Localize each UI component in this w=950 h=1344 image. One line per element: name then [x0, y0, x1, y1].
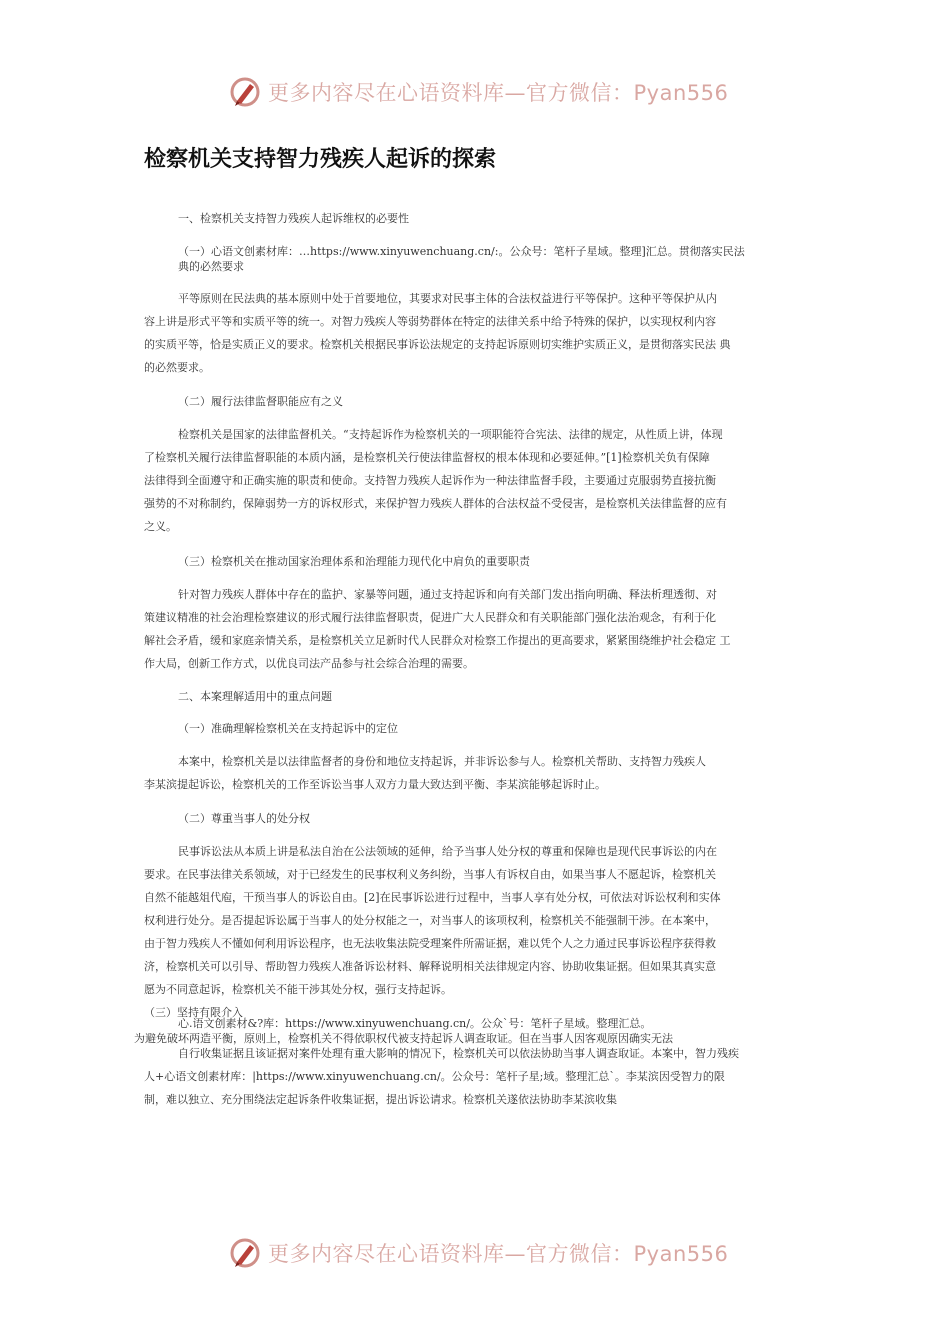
paragraph-line: 的实质平等，恰是实质正义的要求。检察机关根据民事诉讼法规定的支持起诉原则切实维护实质正义，是贯彻落实民法 典	[144, 338, 731, 351]
bottom-watermark-banner	[228, 1233, 728, 1273]
document-title: 检察机关支持智力残疾人起诉的探索	[144, 147, 497, 172]
paragraph-line: 策建议精准的社会治理检察建议的形式履行法律监督职责，促进广大人民群众和有关职能部门强化法治观念，有利于化	[144, 611, 716, 624]
paragraph-line: 由于智力残疾人不懂如何利用诉讼程序，也无法收集法院受理案件所需证据，难以凭个人之力通过民事诉讼程序获得救	[144, 937, 716, 950]
paragraph-line: 检察机关是国家的法律监督机关。“支持起诉作为检察机关的一项职能符合宪法、法律的规定，从性质上讲，体现	[178, 428, 723, 441]
watermark-text: 更多内容尽在心语资料库—官方微信：Pyan556	[268, 81, 729, 105]
subsection-heading: 心.语文创素材&?库：https://www.xinyuwenchuang.cn/。公众`号：笔杆子星域。整理汇总。	[178, 1017, 652, 1030]
subsection-heading: （三）检察机关在推动国家治理体系和治理能力现代化中肩负的重要职责	[178, 555, 530, 568]
paragraph-line: 自行收集证据且该证据对案件处理有重大影响的情况下，检察机关可以依法协助当事人调查取证。本案中，智力残疾	[178, 1047, 739, 1060]
paragraph-line: 愿为不同意起诉，检察机关不能干涉其处分权，强行支持起诉。	[144, 983, 452, 996]
paragraph-line: 权利进行处分。是否提起诉讼属于当事人的处分权能之一，对当事人的该项权利，检察机关不能强制干涉。在本案中，	[144, 914, 716, 927]
section-heading: 二、本案理解适用中的重点问题	[178, 690, 332, 703]
subsection-heading: （二）尊重当事人的处分权	[178, 812, 310, 825]
paragraph-line: 作大局，创新工作方式，以优良司法产品参与社会综合治理的需要。	[144, 657, 474, 670]
paragraph-line: 要求。在民事法律关系领域，对于已经发生的民事权利义务纠纷，当事人有诉权自由，如果当事人不愿起诉，检察机关	[144, 868, 716, 881]
paragraph-line: 解社会矛盾，缓和家庭亲情关系，是检察机关立足新时代人民群众对检察工作提出的更高要求，紧紧围绕维护社会稳定 工	[144, 634, 731, 647]
top-watermark-banner	[228, 72, 728, 112]
paragraph-line: 法律得到全面遵守和正确实施的职责和使命。支持智力残疾人起诉作为一种法律监督手段，主要通过克服弱势直接抗衡	[144, 474, 716, 487]
inline-watermark-line: 为避免破坏两造平衡，原则上，检察机关不得依职权代被支持起诉人调查取证。但在当事人因客观原因确实无法	[134, 1032, 673, 1045]
paragraph-line: 的必然要求。	[144, 361, 210, 374]
paragraph-line: 民事诉讼法从本质上讲是私法自治在公法领域的延伸，给予当事人处分权的尊重和保障也是现代民事诉讼的内在	[178, 845, 717, 858]
paragraph-line: 制，难以独立、充分围绕法定起诉条件收集证据，提出诉讼请求。检察机关遂依法协助李某滨收集	[144, 1093, 617, 1106]
paragraph-line: 自然不能越俎代庖，干预当事人的诉讼自由。[2]在民事诉讼进行过程中，当事人享有处分权，可依法对诉讼权利和实体	[144, 891, 721, 904]
paragraph-line: 了检察机关履行法律监督职能的本质内涵，是检察机关行使法律监督权的根本体现和必要延伸。”[1]检察机关负有保障	[144, 451, 710, 464]
subsection-heading-cont: 典的必然要求	[178, 260, 244, 273]
subsection-heading: （一）心语文创素材库：…https://www.xinyuwenchuang.cn/:。公众号：笔杆子星域。整理]汇总。贯彻落实民法	[178, 245, 745, 258]
paragraph-line: 济，检察机关可以引导、帮助智力残疾人准备诉讼材料、解释说明相关法律规定内容、协助收集证据。但如果其真实意	[144, 960, 716, 973]
paragraph-line: 针对智力残疾人群体中存在的监护、家暴等问题，通过支持起诉和向有关部门发出指向明确、释法析理透彻、对	[178, 588, 717, 601]
subsection-heading: （二）履行法律监督职能应有之义	[178, 395, 343, 408]
paragraph-line: 之义。	[144, 520, 177, 533]
pen-in-circle-logo-icon	[228, 75, 262, 109]
paragraph-line: 容上讲是形式平等和实质平等的统一。对智力残疾人等弱势群体在特定的法律关系中给予特殊的保护，以实现权利内容	[144, 315, 716, 328]
paragraph-line: 人+心语文创素材库：|https://www.xinyuwenchuang.cn/。公众号：笔杆子星;域。整理汇总`。李某滨因受智力的限	[144, 1070, 725, 1083]
section-heading: 一、检察机关支持智力残疾人起诉维权的必要性	[178, 212, 409, 225]
watermark-text: 更多内容尽在心语资料库—官方微信：Pyan556	[268, 1242, 729, 1266]
paragraph-line: 李某滨提起诉讼，检察机关的工作至诉讼当事人双方力量大致达到平衡、李某滨能够起诉时止。	[144, 778, 606, 791]
subsection-heading: （一）准确理解检察机关在支持起诉中的定位	[178, 722, 398, 735]
paragraph-line: 平等原则在民法典的基本原则中处于首要地位，其要求对民事主体的合法权益进行平等保护。这种平等保护从内	[178, 292, 717, 305]
paragraph-line: 本案中，检察机关是以法律监督者的身份和地位支持起诉，并非诉讼参与人。检察机关帮助、支持智力残疾人	[178, 755, 706, 768]
paragraph-line: （三）坚持有限介入	[144, 1006, 243, 1019]
pen-in-circle-logo-icon	[228, 1236, 262, 1270]
paragraph-line: 强势的不对称制约，保障弱势一方的诉权形式，来保护智力残疾人群体的合法权益不受侵害，是检察机关法律监督的应有	[144, 497, 727, 510]
